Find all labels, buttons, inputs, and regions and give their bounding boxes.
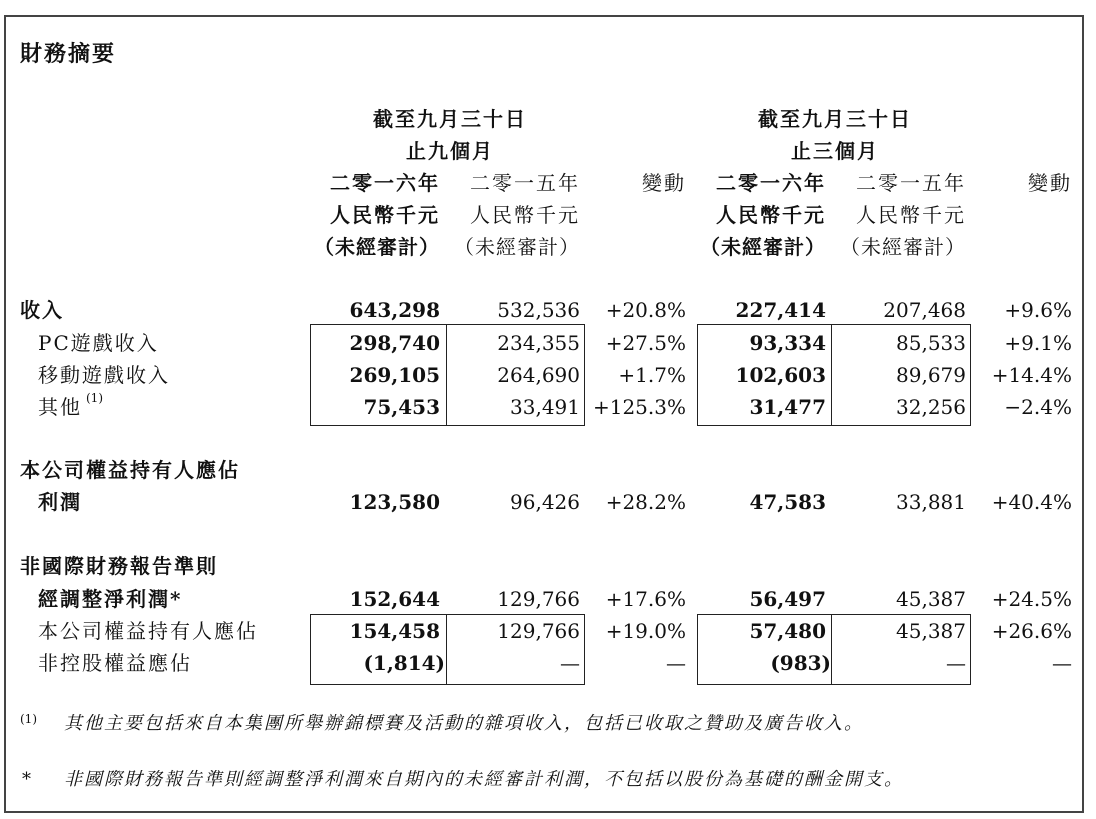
footnote-mark-2: *: [22, 769, 31, 790]
cell-change: +27.5%: [605, 331, 686, 355]
cell-change: +14.4%: [991, 363, 1072, 387]
row-label-revenue: 收入: [20, 298, 64, 322]
header-unit-2015-3m: 人民幣千元: [856, 203, 966, 227]
cell-value: (983): [770, 651, 831, 675]
cell-change: —: [1052, 651, 1072, 675]
header-2015-3m: 二零一五年: [856, 171, 966, 195]
header-change-3m: 變動: [1028, 171, 1072, 195]
header-unit-2016-9m: 人民幣千元: [330, 203, 440, 227]
row-label-profit-line1: 本公司權益持有人應佔: [20, 458, 240, 482]
cell-value: 75,453: [363, 395, 440, 419]
cell-value: 47,583: [749, 490, 826, 514]
cell-value: 643,298: [349, 298, 440, 322]
row-label-owners: 本公司權益持有人應佔: [38, 619, 258, 643]
row-label-pc-games: PC遊戲收入: [38, 331, 159, 355]
footnote-mark-1: (1): [20, 712, 37, 726]
divider: [831, 614, 832, 685]
cell-value: 123,580: [349, 490, 440, 514]
cell-change: +19.0%: [605, 619, 686, 643]
row-label-nonifrs-line2: 經調整淨利潤*: [38, 587, 183, 611]
header-three-months-line2: 止三個月: [791, 139, 879, 163]
footnote-2-text: 非國際財務報告準則經調整淨利潤來自期內的未經審計利潤，不包括以股份為基礎的酬金開支。: [64, 769, 904, 790]
cell-change: +1.7%: [618, 363, 686, 387]
cell-value: 227,414: [735, 298, 826, 322]
header-nine-months-line2: 止九個月: [406, 139, 494, 163]
header-unit-2015-9m: 人民幣千元: [470, 203, 580, 227]
cell-value: 96,426: [510, 490, 580, 514]
cell-value: 298,740: [349, 331, 440, 355]
cell-change: +9.1%: [1004, 331, 1072, 355]
row-label-nonifrs-line1: 非國際財務報告準則: [20, 554, 218, 578]
cell-value: 33,881: [896, 490, 966, 514]
cell-change: −2.4%: [1004, 395, 1072, 419]
cell-value: 207,468: [883, 298, 966, 322]
divider: [446, 614, 447, 685]
cell-change: +28.2%: [605, 490, 686, 514]
cell-value: (1,814): [363, 651, 445, 675]
row-label-profit-line2: 利潤: [38, 490, 82, 514]
row-label-mobile-games: 移動遊戲收入: [38, 363, 170, 387]
cell-change: —: [666, 651, 686, 675]
cell-value: 45,387: [896, 587, 966, 611]
header-change-9m: 變動: [642, 171, 686, 195]
header-2015-9m: 二零一五年: [470, 171, 580, 195]
cell-change: +9.6%: [1004, 298, 1072, 322]
cell-change: +20.8%: [605, 298, 686, 322]
cell-value: 56,497: [749, 587, 826, 611]
header-unit-2016-3m: 人民幣千元: [716, 203, 826, 227]
cell-value: 152,644: [349, 587, 440, 611]
header-2016-3m: 二零一六年: [716, 171, 826, 195]
cell-value: 57,480: [749, 619, 826, 643]
cell-change: +125.3%: [592, 395, 686, 419]
cell-value: 89,679: [896, 363, 966, 387]
cell-value: 264,690: [497, 363, 580, 387]
row-label-non-controlling: 非控股權益應佔: [38, 651, 192, 675]
section-title: 財務摘要: [20, 41, 117, 67]
cell-value: 33,491: [510, 395, 580, 419]
row-label-other: 其他: [38, 395, 82, 419]
cell-value: 269,105: [349, 363, 440, 387]
header-unaudited-2016-9m: （未經審計）: [314, 235, 440, 259]
cell-change: +26.6%: [991, 619, 1072, 643]
cell-value: 31,477: [749, 395, 826, 419]
cell-value: 154,458: [349, 619, 440, 643]
cell-change: +17.6%: [605, 587, 686, 611]
header-unaudited-2016-3m: （未經審計）: [700, 235, 826, 259]
cell-change: +40.4%: [991, 490, 1072, 514]
header-nine-months-line1: 截至九月三十日: [373, 107, 527, 131]
header-three-months-line1: 截至九月三十日: [758, 107, 912, 131]
cell-value: —: [560, 651, 580, 675]
footnote-ref: (1): [86, 391, 103, 405]
divider: [446, 324, 447, 426]
header-2016-9m: 二零一六年: [330, 171, 440, 195]
divider: [831, 324, 832, 426]
cell-value: 85,533: [896, 331, 966, 355]
cell-value: 32,256: [896, 395, 966, 419]
cell-value: 532,536: [497, 298, 580, 322]
cell-value: 234,355: [497, 331, 580, 355]
header-unaudited-2015-3m: （未經審計）: [840, 235, 966, 259]
header-unaudited-2015-9m: （未經審計）: [454, 235, 580, 259]
cell-value: 93,334: [749, 331, 826, 355]
cell-value: —: [946, 651, 966, 675]
cell-change: +24.5%: [991, 587, 1072, 611]
cell-value: 129,766: [497, 619, 580, 643]
footnote-1-text: 其他主要包括來自本集團所舉辦錦標賽及活動的雜項收入，包括已收取之贊助及廣告收入。: [64, 713, 864, 734]
cell-value: 129,766: [497, 587, 580, 611]
cell-value: 102,603: [735, 363, 826, 387]
cell-value: 45,387: [896, 619, 966, 643]
